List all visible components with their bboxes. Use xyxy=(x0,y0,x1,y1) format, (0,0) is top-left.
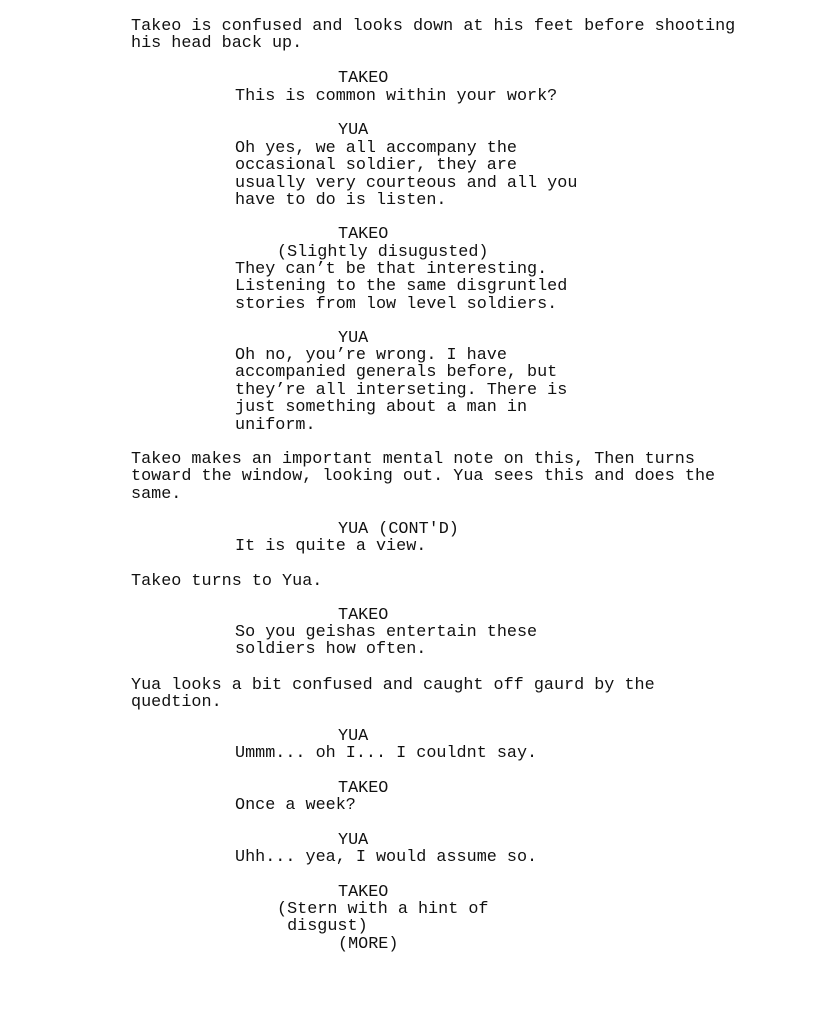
text-line: YUA (CONT'D) xyxy=(338,520,459,539)
text-line: his head back up. xyxy=(131,34,303,54)
dialogue-block xyxy=(235,745,537,762)
text-line: Oh yes, we all accompany the xyxy=(235,139,517,158)
text-line: TAKEO xyxy=(338,225,389,244)
character-cue xyxy=(338,780,388,797)
text-line: Uhh... yea, I would assume so. xyxy=(235,848,538,867)
text-line: YUA xyxy=(338,121,369,140)
text-line: YUA xyxy=(338,329,369,348)
text-line: uniform. xyxy=(235,415,316,435)
dialogue-block xyxy=(235,849,537,866)
text-line: TAKEO xyxy=(338,779,389,798)
action-line xyxy=(131,451,715,503)
character-cue xyxy=(338,607,388,624)
text-line: (MORE) xyxy=(338,935,399,954)
text-line: So you geishas entertain these xyxy=(235,623,538,642)
text-line: toward the window, looking out. Yua sees this and does the xyxy=(131,467,716,487)
character-cue xyxy=(338,832,368,849)
text-line: same. xyxy=(131,484,182,504)
text-line: quedtion. xyxy=(131,693,222,713)
character-cue xyxy=(338,226,388,243)
text-line: they’re all interseting. There is xyxy=(235,380,568,400)
text-line: occasional soldier, they are xyxy=(235,156,517,176)
text-line: TAKEO xyxy=(338,883,389,902)
dialogue-block xyxy=(235,624,537,659)
text-line: YUA xyxy=(338,831,369,850)
character-cue xyxy=(338,728,368,745)
text-line: have to do is listen. xyxy=(235,191,447,211)
text-line: Listening to the same disgruntled xyxy=(235,277,568,297)
text-line: TAKEO xyxy=(338,606,389,625)
text-line: Oh no, you’re wrong. I have xyxy=(235,346,507,365)
parenthetical xyxy=(277,244,488,261)
character-cue xyxy=(338,122,368,139)
dialogue-block xyxy=(235,261,567,313)
text-line: Takeo makes an important mental note on this, Then turns xyxy=(131,450,695,469)
parenthetical xyxy=(277,901,488,936)
text-line: It is quite a view. xyxy=(235,537,427,556)
action-line xyxy=(131,677,655,712)
text-line: usually very courteous and all you xyxy=(235,173,578,193)
character-cue xyxy=(338,521,459,538)
character-cue xyxy=(338,330,368,347)
text-line: Takeo is confused and looks down at his feet before shooting xyxy=(131,17,736,36)
text-line: stories from low level soldiers. xyxy=(235,294,558,314)
character-cue xyxy=(338,70,388,87)
more-marker xyxy=(338,936,398,953)
text-line: accompanied generals before, but xyxy=(235,363,558,383)
text-line: (Slightly disugusted) xyxy=(277,243,489,262)
dialogue-block xyxy=(235,797,356,814)
text-line: disgust) xyxy=(277,917,368,937)
text-line: Once a week? xyxy=(235,796,356,815)
character-cue xyxy=(338,884,388,901)
text-line: soldiers how often. xyxy=(235,640,427,660)
text-line: just something about a man in xyxy=(235,398,528,418)
dialogue-block xyxy=(235,140,577,210)
text-line: This is common within your work? xyxy=(235,87,558,106)
text-line: (Stern with a hint of xyxy=(277,900,489,919)
action-line xyxy=(131,18,735,53)
action-line xyxy=(131,573,322,590)
dialogue-block xyxy=(235,538,426,555)
dialogue-block xyxy=(235,88,557,105)
text-line: TAKEO xyxy=(338,69,389,88)
text-line: They can’t be that interesting. xyxy=(235,260,548,279)
dialogue-block xyxy=(235,347,567,434)
text-line: Ummm... oh I... I couldnt say. xyxy=(235,744,538,763)
text-line: Takeo turns to Yua. xyxy=(131,572,323,591)
text-line: YUA xyxy=(338,727,369,746)
text-line: Yua looks a bit confused and caught off gaurd by the xyxy=(131,676,655,695)
